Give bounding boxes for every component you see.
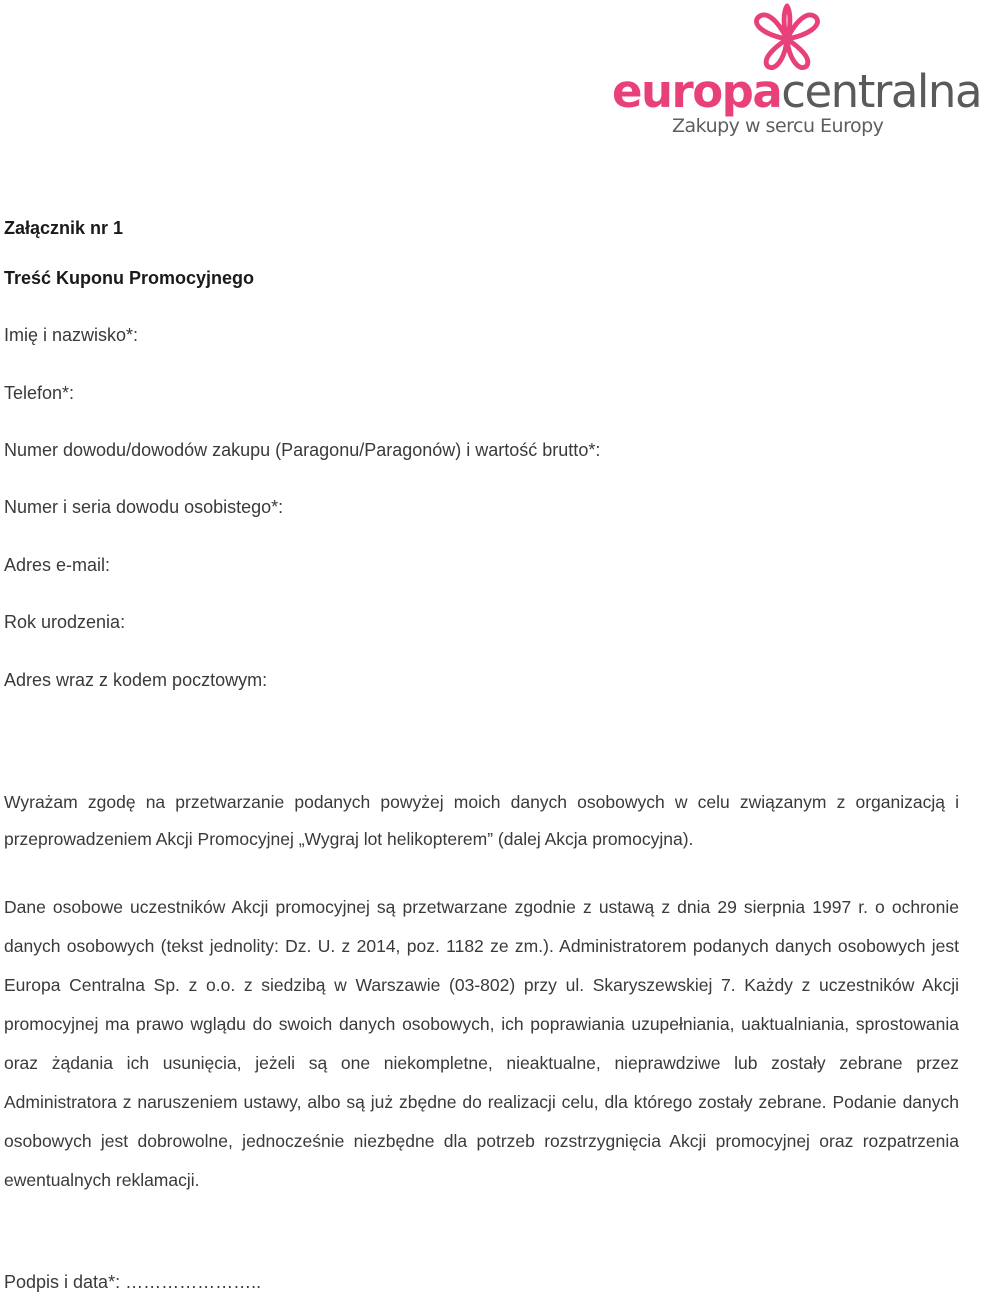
flower-logo-icon (748, 4, 826, 74)
brand-wordmark (612, 66, 981, 118)
field-email: Adres e-mail: (4, 555, 111, 575)
legal-paragraph: Dane osobowe uczestników Akcji promocyjnej są przetwarzane zgodnie z ustawą z dnia 29 sierpnia 1997 r. o ochronie danych osobowych (tekst jednolity: Dz. U. z 2014, poz. 1182 ze zm.). Administratorem podanych danych osobowych jest Europa Centralna Sp. z o.o. z siedzibą w Warszawie (03-802) przy ul. Skaryszewskiej 7. Każdy z uczestników Akcji promocyjnej ma prawo wglądu do swoich danych osobowych, ich poprawiania uzupełniania, uaktualniania, sprostowania oraz żądania ich usunięcia, jeżeli są one niekompletne, nieaktualne, nieprawdziwe lub zostały zebrane przez Administratora z naruszeniem ustawy, albo są już zbędne do realizacji celu, dla którego zostały zebrane. Podanie danych osobowych jest dobrowolne, jednocześnie niezbędne dla potrzeb rozstrzygnięcia Akcji promocyjnej oraz rozpatrzenia ewentualnych reklamacji. (4, 897, 959, 1190)
document-title: Treść Kuponu Promocyjnego (4, 268, 255, 288)
field-receipt: Numer dowodu/dowodów zakupu (Paragonu/Paragonów) i wartość brutto*: (4, 440, 601, 460)
field-phone: Telefon*: (4, 383, 75, 403)
field-birth-year: Rok urodzenia: (4, 612, 126, 632)
field-address: Adres wraz z kodem pocztowym: (4, 670, 268, 690)
annex-label: Załącznik nr 1 (4, 218, 124, 238)
brand-secondary: centralna (781, 65, 981, 118)
brand-tagline: Zakupy w sercu Europy (672, 115, 884, 137)
consent-paragraph: Wyrażam zgodę na przetwarzanie podanych powyżej moich danych osobowych w celu związanym z organizacją i przeprowadzeniem Akcji Promocyjnej „Wygraj lot helikopterem” (dalej Akcja promocyjna). (4, 792, 959, 849)
field-name: Imię i nazwisko*: (4, 325, 139, 345)
brand-logo (612, 4, 981, 138)
signature-line: Podpis i data*: ………………….. (4, 1272, 262, 1292)
field-id-card: Numer i seria dowodu osobistego*: (4, 497, 284, 517)
brand-primary: europa (612, 65, 782, 118)
